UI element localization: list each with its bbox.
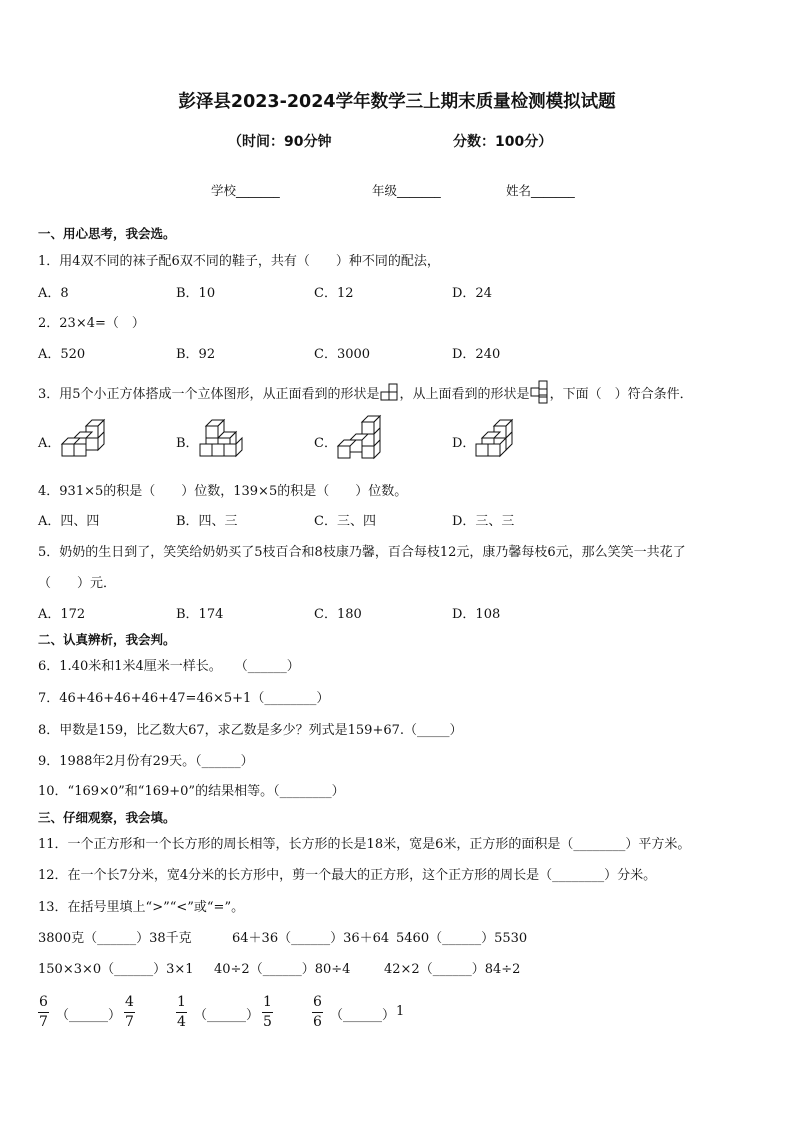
compare-item[interactable]: 64＋36（______）36＋64 [232,931,390,946]
fraction-numerator: 6 [313,994,322,1010]
question-6: 6．1.40米和1米4厘米一样长。 （______） [38,659,300,674]
q1-option-a[interactable]: A．8 [38,286,69,301]
question-2: 2．23×4=（ ） [38,316,145,331]
fraction-numerator: 1 [177,994,186,1010]
question-12: 12．在一个长7分米，宽4分米的长方形中，剪一个最大的正方形，这个正方形的周长是（________）分米。 [38,868,657,883]
q3-option-d[interactable]: D． [452,436,476,451]
exam-time: （时间：90分钟 [228,134,332,150]
cube-figure-c-icon [336,414,386,464]
q4-option-c[interactable]: C．三、四 [314,514,376,529]
question-3 [38,380,693,404]
q5-option-a[interactable]: A．172 [38,607,86,622]
q5-option-b[interactable]: B．174 [176,607,224,622]
question-7: 7．46+46+46+46+47=46×5+1（________） [38,691,330,706]
fraction-numerator: 6 [39,994,48,1010]
cube-figure-a-icon [60,418,108,462]
question-11: 11．一个正方形和一个长方形的周长相等，长方形的长是18米，宽是6米，正方形的面积是（________）平方米。 [38,837,691,852]
compare-blank[interactable]: （______） [330,1008,396,1023]
q1-option-b[interactable]: B．10 [176,286,216,301]
question-8: 8．甲数是159，比乙数大67，求乙数是多少？列式是159+67.（_____） [38,723,463,738]
cube-figure-d-icon [474,418,518,462]
q5-option-c[interactable]: C．180 [314,607,362,622]
q3-option-b[interactable]: B． [176,436,199,451]
name-field[interactable]: 姓名_______ [506,183,575,198]
q3-option-c[interactable]: C． [314,436,337,451]
section-1-heading: 一、用心思考，我会选。 [38,226,176,241]
section-2-heading: 二、认真辨析，我会判。 [38,632,176,647]
compare-item[interactable]: 40÷2（______）80÷4 [214,962,351,977]
question-5: 5．奶奶的生日到了，笑笑给奶奶买了5枝百合和8枝康乃馨，百合每枝12元，康乃馨每枝6元，那么笑笑一共花了 [38,545,686,560]
compare-value: 1 [396,1004,405,1019]
cube-figure-b-icon [198,418,248,462]
question-13: 13．在括号里填上“>”“<”或“=”。 [38,900,245,915]
q3-option-a[interactable]: A． [38,436,61,451]
q5-option-d[interactable]: D．108 [452,607,501,622]
q3-text-c: ，下面（ ）符合条件． [549,387,693,402]
fraction-numerator: 4 [125,994,134,1010]
compare-blank[interactable]: （______） [194,1008,260,1023]
fraction [176,994,187,1031]
exam-score: 分数：100分） [453,134,553,150]
q4-option-d[interactable]: D．三、三 [452,514,515,529]
q4-option-a[interactable]: A．四、四 [38,514,100,529]
q3-text-b: ，从上面看到的形状是 [399,387,530,402]
fraction [262,994,273,1031]
q4-option-b[interactable]: B．四、三 [176,514,238,529]
fraction-denominator: 7 [125,1014,134,1030]
fraction [124,994,135,1031]
grade-field[interactable]: 年级_______ [372,183,441,198]
question-4: 4．931×5的积是（ ）位数，139×5的积是（ ）位数。 [38,484,408,499]
compare-item[interactable]: 150×3×0（______）3×1 [38,962,194,977]
q2-option-b[interactable]: B．92 [176,347,216,362]
q2-option-a[interactable]: A．520 [38,347,86,362]
question-1: 1．用4双不同的袜子配6双不同的鞋子，共有（ ）种不同的配法， [38,254,440,269]
q1-option-d[interactable]: D．24 [452,286,492,301]
compare-item[interactable]: 3800克（______）38千克 [38,931,192,946]
fraction-denominator: 6 [313,1014,322,1030]
top-view-icon [530,380,550,404]
compare-item[interactable]: 5460（______）5530 [396,931,528,946]
fraction-numerator: 1 [263,994,272,1010]
fraction [38,994,49,1031]
section-3-heading: 三、仔细观察，我会填。 [38,810,176,825]
compare-blank[interactable]: （______） [56,1008,122,1023]
question-10: 10．“169×0”和“169+0”的结果相等。（________） [38,784,345,799]
fraction-denominator: 7 [39,1014,48,1030]
front-view-icon [380,383,400,401]
q1-option-c[interactable]: C．12 [314,286,354,301]
school-field[interactable]: 学校_______ [211,183,280,198]
question-5-cont: （ ）元． [38,576,117,591]
fraction-denominator: 5 [263,1014,272,1030]
q2-option-c[interactable]: C．3000 [314,347,371,362]
fraction-denominator: 4 [177,1014,186,1030]
question-9: 9．1988年2月份有29天。（______） [38,754,254,769]
fraction [312,994,323,1031]
q3-text-a: 3．用5个小正方体搭成一个立体图形，从正面看到的形状是 [38,387,380,402]
q2-option-d[interactable]: D．240 [452,347,501,362]
page-title: 彭泽县2023-2024学年数学三上期末质量检测模拟试题 [178,92,616,112]
compare-item[interactable]: 42×2（______）84÷2 [384,962,521,977]
